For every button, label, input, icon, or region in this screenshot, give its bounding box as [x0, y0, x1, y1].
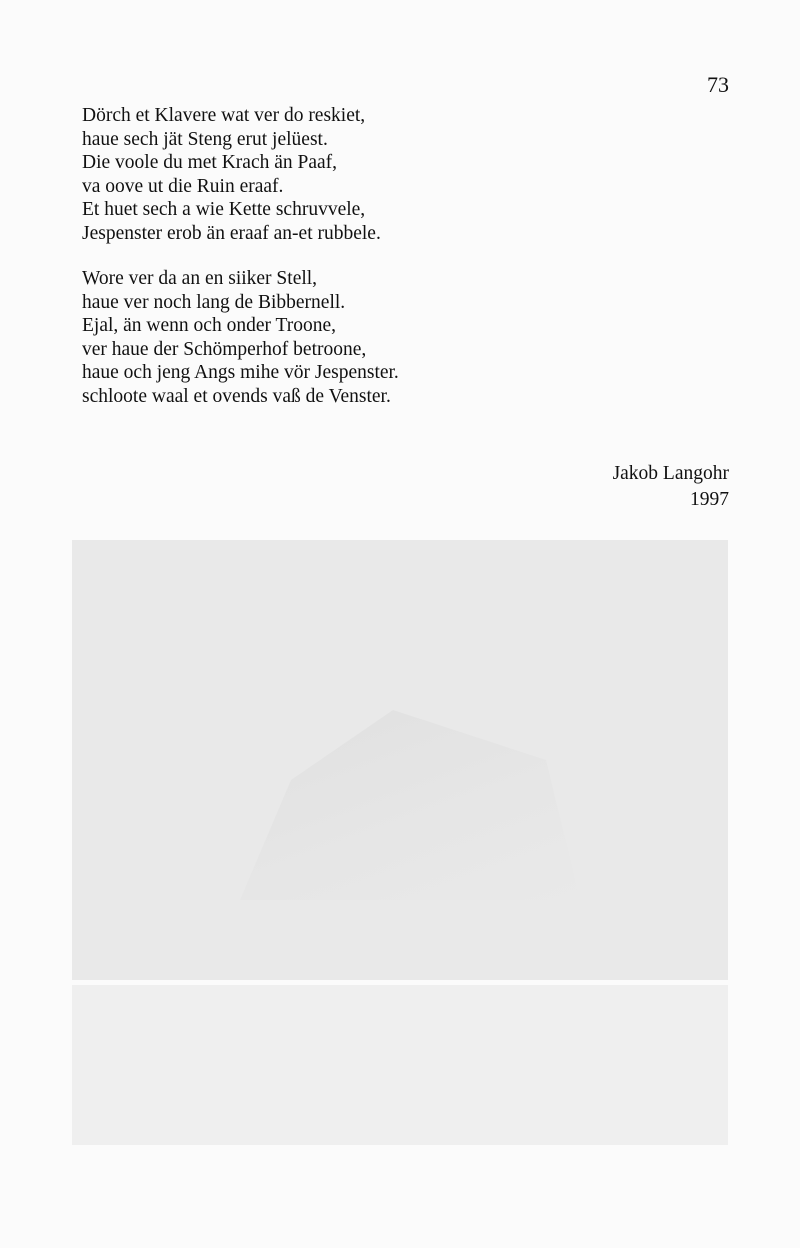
poem-stanza-2 [82, 267, 642, 408]
poem-line: Ejal, än wenn och onder Troone, [82, 315, 336, 336]
poem-line: Et huet sech a wie Kette schruvvele, [82, 199, 366, 220]
poem [82, 104, 642, 408]
bleed-through-lower-area [72, 985, 728, 1145]
poem-attribution [613, 461, 729, 513]
poem-line: schloote waal et ovends vaß de Venster. [82, 385, 391, 407]
poem-line: Wore ver da an en siiker Stell, [82, 268, 318, 289]
poem-line: Dörch et Klavere wat ver do reskiet, [82, 105, 366, 126]
poem-line: haue och jeng Angs mihe vör Jespenster. [82, 362, 399, 383]
poem-line: haue sech jät Steng erut jelüest. [82, 128, 328, 150]
poem-line: Jespenster erob än eraaf an-et rubbele. [82, 222, 381, 244]
poem-year: 1997 [690, 489, 729, 510]
poem-line: va oove ut die Ruin eraaf. [82, 175, 284, 197]
poem-stanza-1 [82, 104, 642, 245]
poem-line: ver haue der Schömperhof betroone, [82, 338, 367, 360]
author-name: Jakob Langohr [612, 463, 729, 484]
poem-line: haue ver noch lang de Bibbernell. [82, 291, 346, 313]
poem-line: Die voole du met Krach än Paaf, [82, 152, 338, 173]
page-number: 73 [707, 72, 729, 97]
